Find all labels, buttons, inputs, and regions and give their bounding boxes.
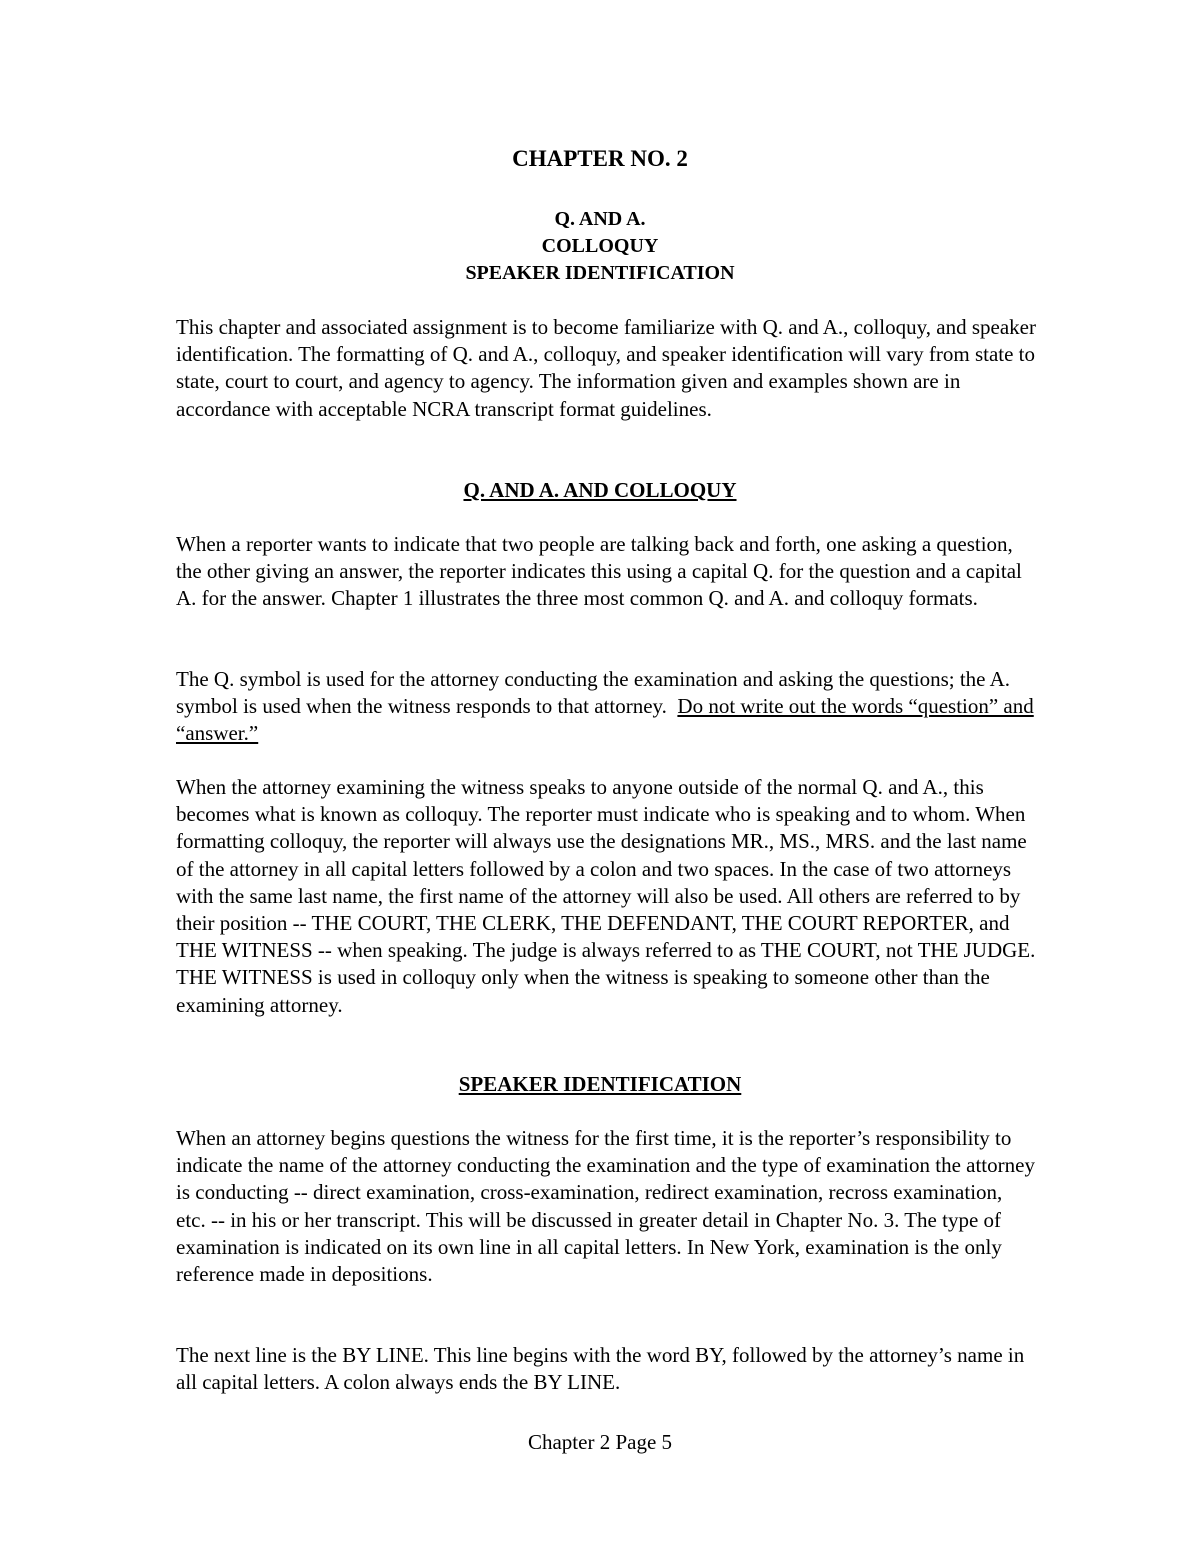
subtitle-speaker-identification: SPEAKER IDENTIFICATION	[465, 262, 735, 284]
section1-paragraph-1	[176, 531, 1036, 613]
section1-para2-main: The Q. symbol is used for the attorney conducting the examination and asking the questions; the A. symbol is used when the witness responds to that attorney.	[176, 667, 1011, 719]
section2-para1-text: When an attorney begins questions the witness for the first time, it is the reporter’s responsibility to indicate the name of the attorney conducting the examination and the type of examination the attorney is conducting -- direct examination, cross-examination, redirect examination, recross examination, etc. -- in his or her transcript. This will be discussed in greater detail in Chapter No. 3. The type of examination is indicated on its own line in all capital letters. In New York, examination is the only reference made in depositions.	[176, 1126, 1035, 1287]
section1-para2-text	[176, 666, 1036, 748]
page-footer: Chapter 2 Page 5	[527, 1430, 673, 1454]
section1-paragraph-2	[176, 666, 1036, 748]
section1-para3-text: When the attorney examining the witness speaks to anyone outside of the normal Q. and A., this becomes what is known as colloquy. The reporter must indicate who is speaking and to whom. When formatting colloquy, the reporter will always use the designations MR., MS., MRS. and the last name of the attorney in all capital letters followed by a colon and two spaces. In the case of two attorneys with the same last name, the first name of the attorney will also be used. All others are referred to by their position -- THE COURT, THE CLERK, THE DEFENDANT, THE COURT REPORTER, and THE WITNESS -- when speaking. The judge is always referred to as THE COURT, not THE JUDGE. THE WITNESS is used in colloquy only when the witness is speaking to someone other than the examining attorney.	[176, 775, 1036, 1017]
section1-para1-text: When a reporter wants to indicate that two people are talking back and forth, one asking a question, the other giving an answer, the reporter indicates this using a capital Q. for the question and a capital A. for the answer. Chapter 1 illustrates the three most common Q. and A. and colloquy formats.	[176, 532, 1022, 611]
section1-para2-underlined: Do not write out the words “question” and “answer.”	[176, 694, 1034, 746]
intro-text: This chapter and associated assignment is to become familiarize with Q. and A., colloquy, and speaker identification. The formatting of Q. and A., colloquy, and speaker identification will vary from state to state, court to court, and agency to agency. The information given and examples shown are in accordance with acceptable NCRA transcript format guidelines.	[176, 315, 1036, 421]
section-heading-q-and-a-colloquy: Q. AND A. AND COLLOQUY	[463, 478, 737, 502]
section1-paragraph-3	[176, 774, 1036, 1019]
intro-paragraph	[176, 314, 1036, 423]
section2-para2-text: The next line is the BY LINE. This line begins with the word BY, followed by the attorney’s name in all capital letters. A colon always ends the BY LINE.	[176, 1343, 1025, 1395]
section-heading-speaker-identification: SPEAKER IDENTIFICATION	[458, 1072, 742, 1096]
section2-paragraph-2	[176, 1342, 1036, 1396]
chapter-title: CHAPTER NO. 2	[512, 146, 688, 171]
subtitle-q-and-a: Q. AND A.	[554, 208, 646, 230]
subtitle-colloquy: COLLOQUY	[541, 235, 659, 257]
section2-paragraph-1	[176, 1125, 1036, 1288]
